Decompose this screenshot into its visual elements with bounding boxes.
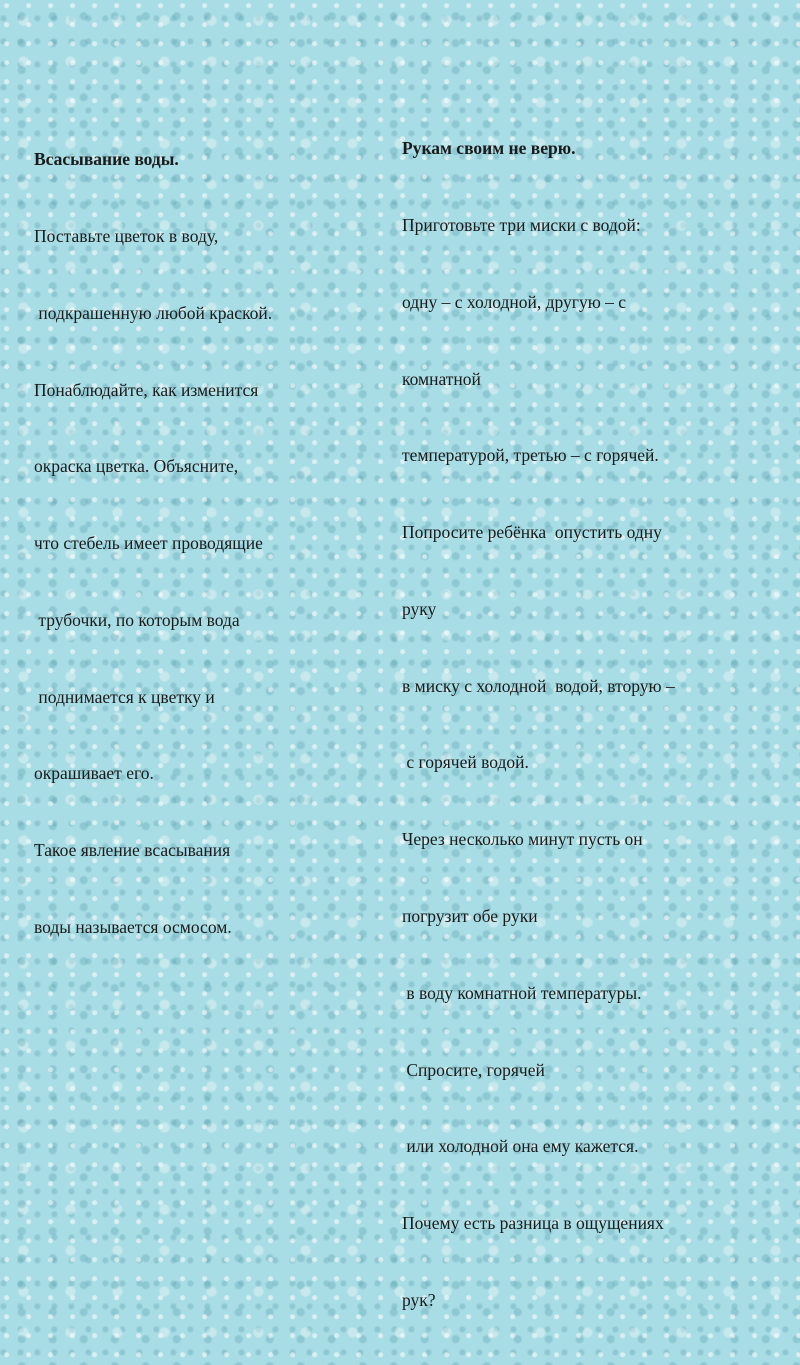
- left-line: окраска цветка. Объясните,: [34, 456, 239, 477]
- right-line: Почему есть разница в ощущениях: [402, 1213, 664, 1234]
- right-line: Приготовьте три миски с водой:: [402, 214, 641, 235]
- left-line: Такое явление всасывания: [34, 840, 231, 861]
- right-line: Попросите ребёнка опустить одну: [402, 522, 662, 543]
- right-text-block: [402, 85, 792, 1365]
- left-line: трубочки, по которым вода: [34, 609, 240, 630]
- left-line: Поставьте цветок в воду,: [34, 225, 219, 246]
- left-text-block: [34, 96, 374, 992]
- right-title: Рукам своим не верю.: [402, 138, 576, 159]
- right-line: одну – с холодной, другую – с: [402, 291, 627, 312]
- right-line: с горячей водой.: [402, 752, 529, 773]
- right-line: в воду комнатной температуры.: [402, 982, 642, 1003]
- left-line: воды называется осмосом.: [34, 917, 232, 937]
- right-line: Через несколько минут пусть он: [402, 829, 643, 850]
- left-line: Понаблюдайте, как изменится: [34, 379, 259, 400]
- right-line: комнатной: [402, 368, 481, 389]
- right-line: погрузит обе руки: [402, 906, 538, 926]
- left-line: поднимается к цветку и: [34, 686, 215, 707]
- left-line: подкрашенную любой краской.: [34, 302, 273, 323]
- right-line: или холодной она ему кажется.: [402, 1136, 639, 1157]
- right-line: рук?: [402, 1289, 436, 1310]
- right-line: Спросите, горячей: [402, 1059, 545, 1080]
- right-line: руку: [402, 598, 437, 619]
- left-line: окрашивает его.: [34, 763, 154, 784]
- left-title: Всасывание воды.: [34, 149, 179, 170]
- right-line: в миску с холодной водой, вторую –: [402, 675, 675, 696]
- left-line: что стебель имеет проводящие: [34, 533, 263, 554]
- right-line: температурой, третью – с горячей.: [402, 445, 659, 466]
